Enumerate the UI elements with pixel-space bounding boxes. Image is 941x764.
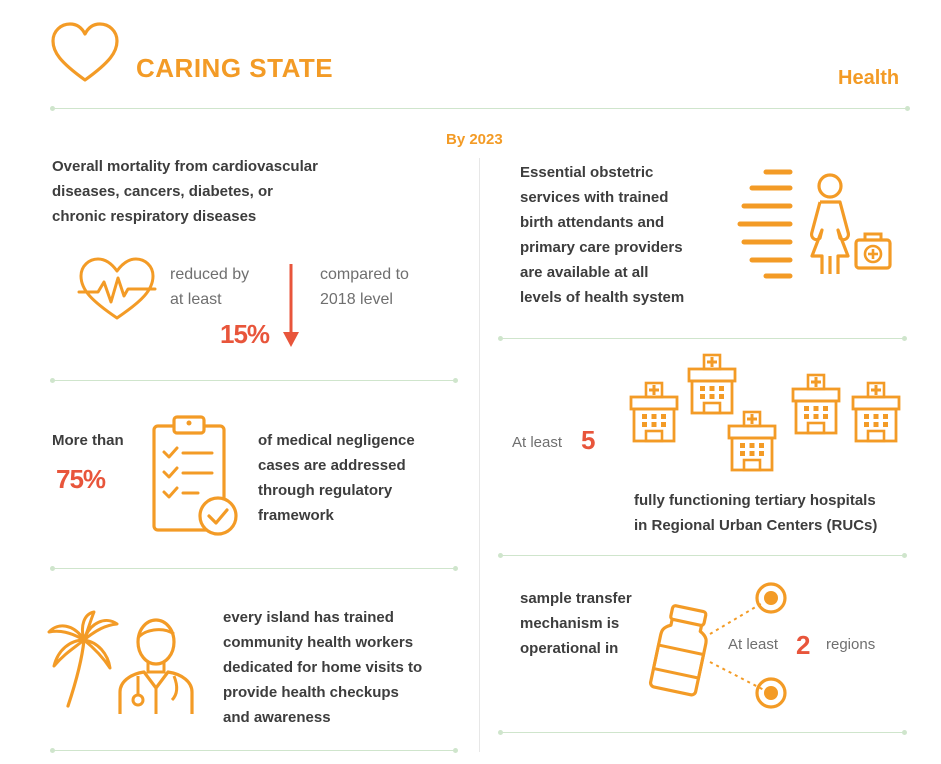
transfer-value: 2 <box>796 630 810 660</box>
reduced-line: at least <box>170 291 222 308</box>
obstetric-description <box>520 160 684 310</box>
community-line: provide health checkups <box>223 684 399 701</box>
community-line: community health workers <box>223 634 414 651</box>
down-arrow-icon <box>282 264 300 348</box>
obstetric-line: primary care providers <box>520 239 683 256</box>
community-line: dedicated for home visits to <box>223 659 423 676</box>
sample-bottle-icon <box>652 606 712 694</box>
hospital-building-icon <box>628 383 682 445</box>
obstetric-line: levels of health system <box>520 289 685 306</box>
negligence-line: of medical negligence <box>258 432 415 449</box>
mortality-line: Overall mortality from cardiovascular <box>52 158 318 175</box>
obstetric-line: are available at all <box>520 264 649 281</box>
mortality-value: 15% <box>220 319 270 349</box>
more-than-label: More than <box>52 432 124 449</box>
mortality-line: chronic respiratory diseases <box>52 208 257 225</box>
hospitals-line: fully functioning tertiary hospitals <box>634 492 876 509</box>
left-divider-2 <box>52 568 456 569</box>
compared-line: 2018 level <box>320 291 393 308</box>
right-divider-3 <box>500 732 905 733</box>
left-divider-3 <box>52 750 456 751</box>
hospitals-line: in Regional Urban Centers (RUCs) <box>634 517 878 534</box>
column-divider <box>479 158 480 752</box>
negligence-description <box>258 428 415 528</box>
transfer-line: operational in <box>520 640 619 657</box>
hospitals-at-least-label: At least <box>512 434 563 451</box>
right-divider-1 <box>500 338 905 339</box>
clipboard-check-icon <box>150 414 242 540</box>
community-line: and awareness <box>223 709 331 726</box>
hospital-building-icon <box>726 412 780 474</box>
mortality-line: diseases, cancers, diabetes, or <box>52 183 273 200</box>
obstetric-line: birth attendants and <box>520 214 665 231</box>
page-title: CARING STATE <box>136 53 334 83</box>
left-divider-1 <box>52 380 456 381</box>
section-label: Health <box>838 67 900 89</box>
obstetric-line: Essential obstetric <box>520 164 654 181</box>
transfer-line: sample transfer <box>520 590 632 607</box>
transfer-at-least-label: At least <box>728 636 779 653</box>
pregnant-woman-icon <box>804 172 894 276</box>
transfer-unit-label: regions <box>826 636 876 653</box>
reduced-by-label <box>170 262 249 312</box>
compared-label <box>320 262 409 312</box>
header-divider <box>52 108 908 109</box>
community-description <box>223 605 422 730</box>
transfer-description <box>520 586 632 661</box>
year-label: By 2023 <box>446 131 503 148</box>
heartbeat-icon <box>78 256 156 322</box>
target-dot-icon <box>754 581 788 615</box>
hospital-building-icon <box>686 355 740 417</box>
obstetric-line: services with trained <box>520 189 669 206</box>
negligence-value: 75% <box>56 464 106 494</box>
mortality-description <box>52 154 318 229</box>
compared-line: compared to <box>320 266 409 283</box>
negligence-line: framework <box>258 507 334 524</box>
negligence-line: through regulatory <box>258 482 393 499</box>
heart-outline-icon <box>50 22 120 84</box>
target-dot-icon <box>754 676 788 710</box>
palm-tree-icon <box>46 610 120 708</box>
doctor-icon <box>116 616 196 716</box>
hospital-building-icon <box>790 375 844 437</box>
hospitals-value: 5 <box>581 425 595 455</box>
transfer-line: mechanism is <box>520 615 620 632</box>
hospital-building-icon <box>850 383 904 445</box>
community-line: every island has trained <box>223 609 394 626</box>
speed-lines-icon <box>738 168 794 280</box>
reduced-line: reduced by <box>170 266 250 283</box>
negligence-line: cases are addressed <box>258 457 406 474</box>
hospitals-description <box>634 488 877 538</box>
right-divider-2 <box>500 555 905 556</box>
